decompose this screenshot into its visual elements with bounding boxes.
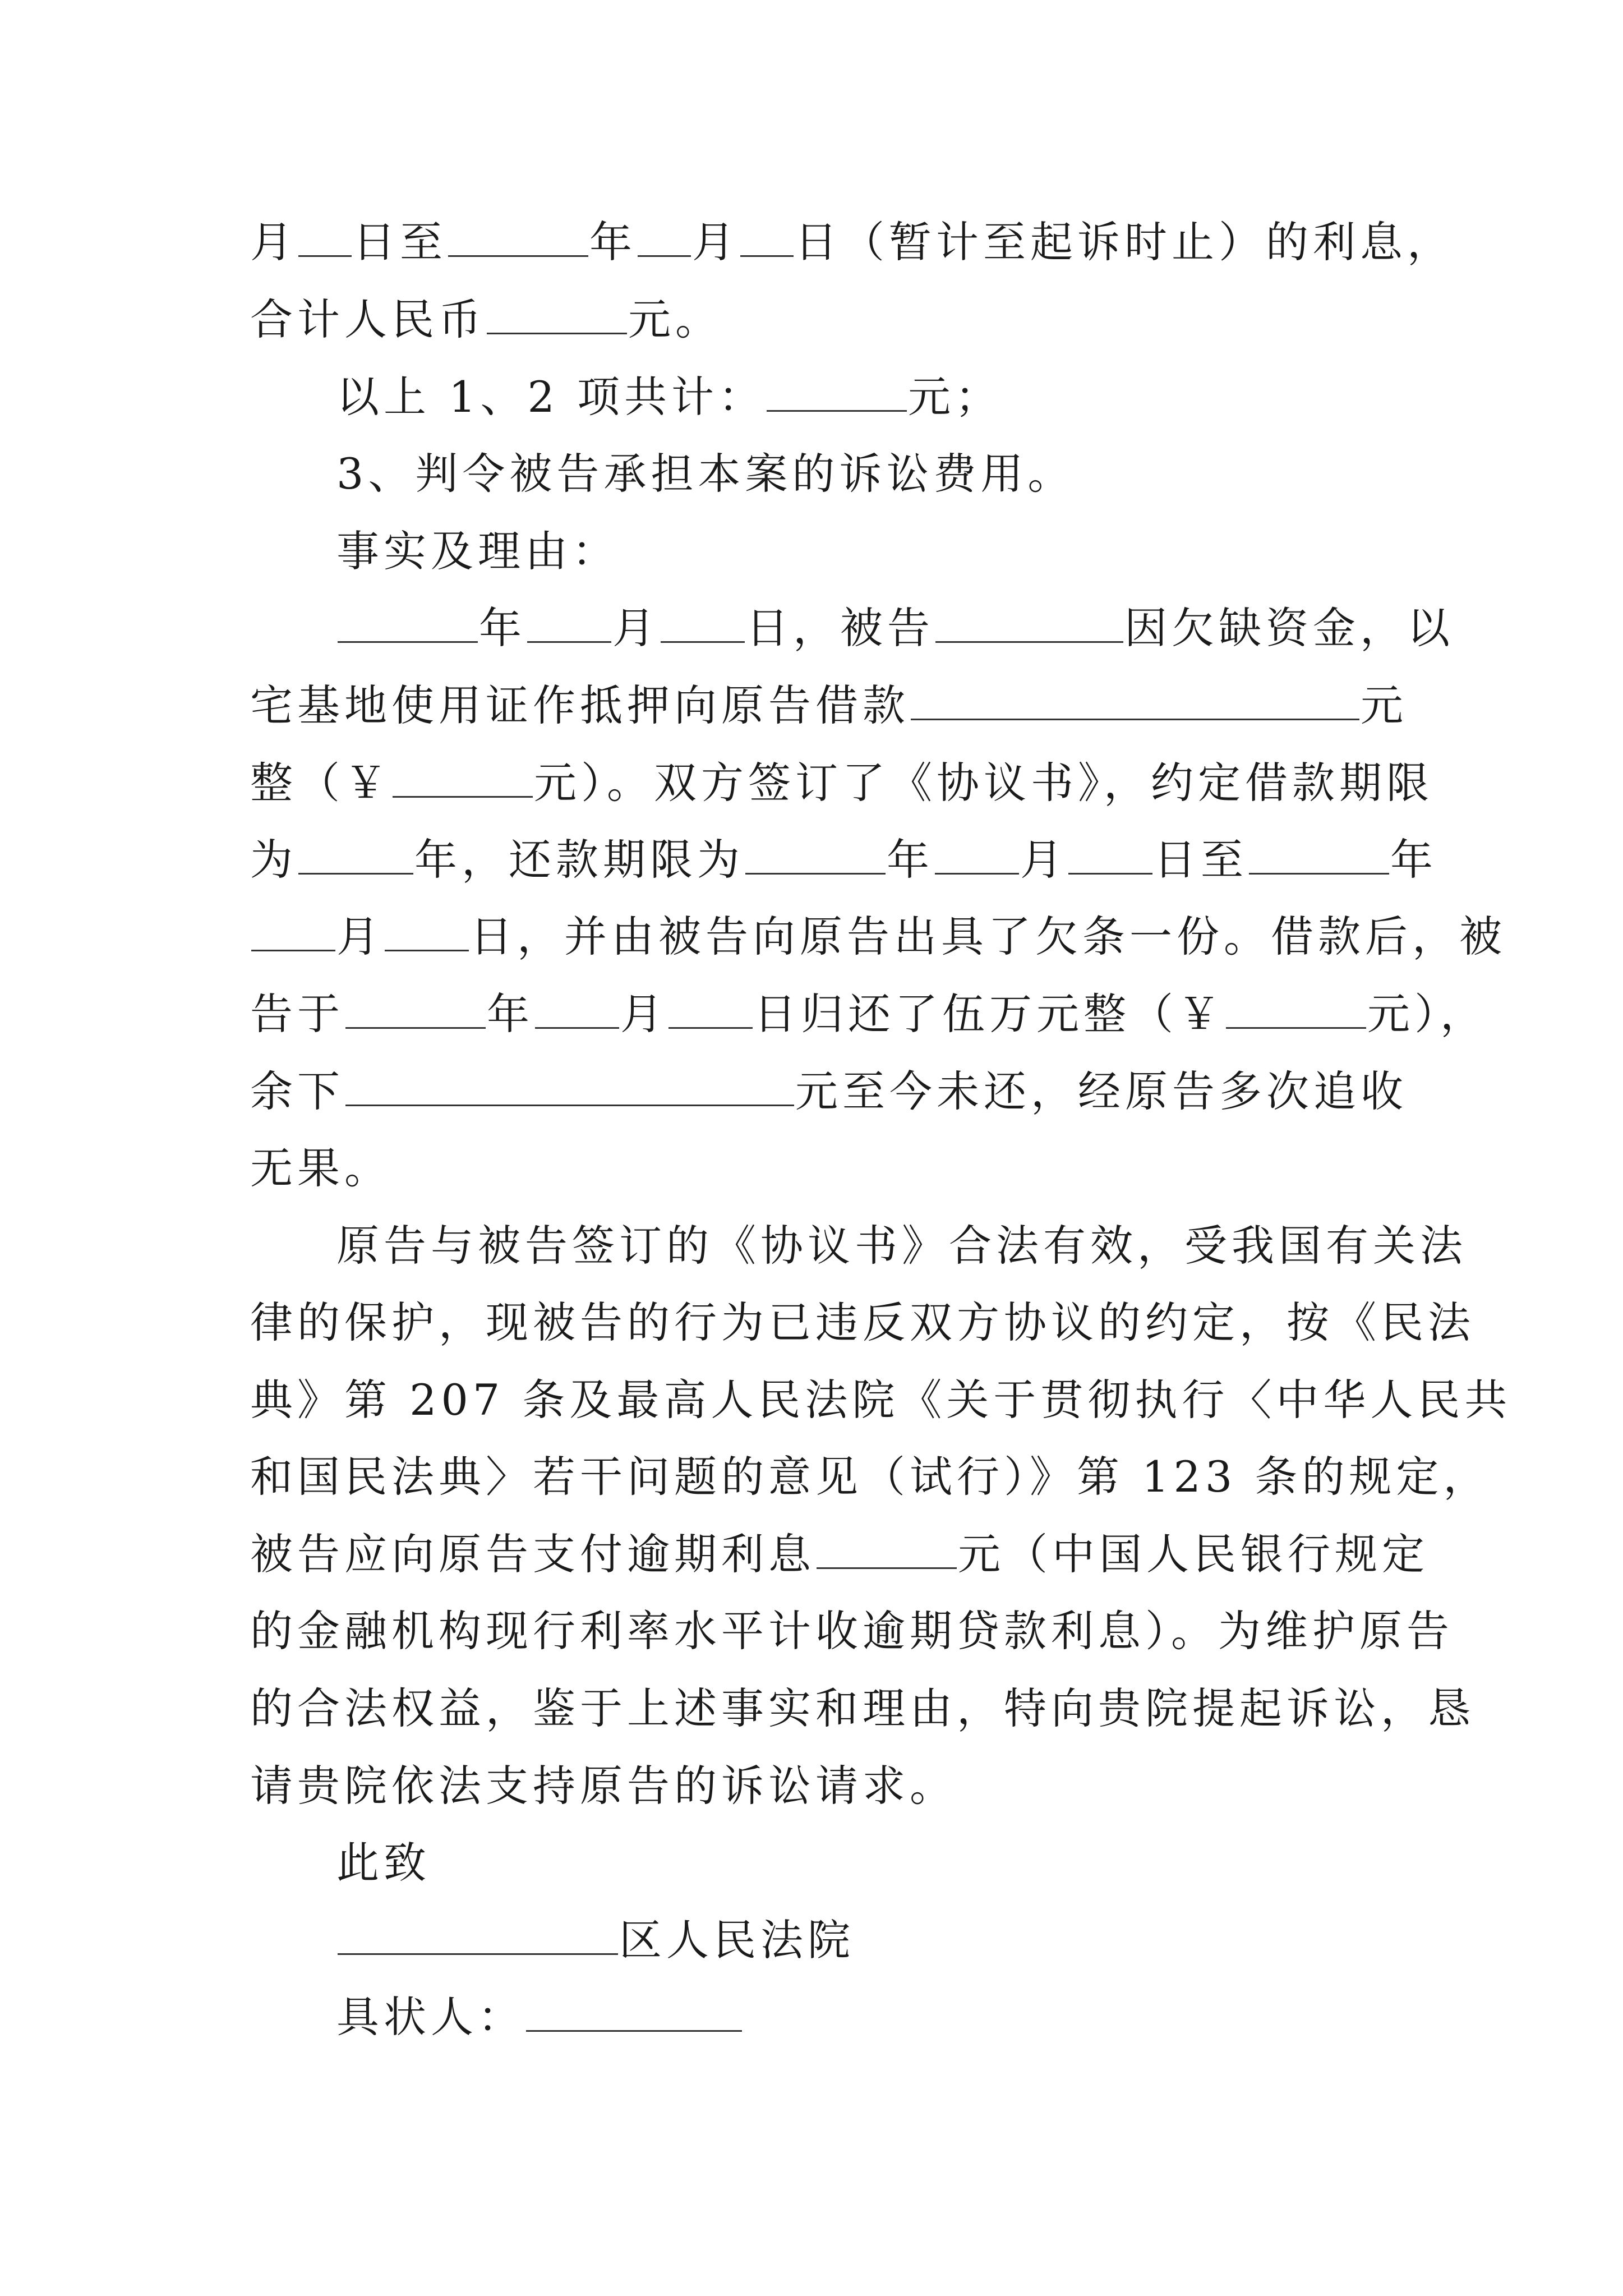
text: 日至: [353, 217, 447, 267]
text: 年: [487, 989, 534, 1039]
text: 整（￥: [250, 758, 391, 808]
blank-field[interactable]: [1068, 835, 1152, 875]
text: 元: [1361, 680, 1408, 730]
text: 年: [479, 603, 526, 653]
text-line-6: [336, 600, 1454, 656]
text-line-16: [250, 1372, 1512, 1428]
text: 宅基地使用证作抵押向原告借款: [250, 680, 910, 730]
blank-field[interactable]: [527, 603, 611, 643]
blank-field[interactable]: [661, 603, 745, 643]
text: 元）。双方签订了《协议书》，约定借款期限: [534, 758, 1433, 808]
text: 被告应向原告支付逾期利息: [250, 1529, 815, 1579]
text-line-21: [250, 1758, 1373, 1814]
text-line-12: [250, 1064, 1408, 1120]
text: 为: [250, 835, 297, 885]
section-heading: [336, 523, 1373, 579]
blank-field[interactable]: [448, 217, 588, 257]
text: 年: [1390, 835, 1437, 885]
blank-field[interactable]: [740, 217, 794, 257]
text: 合计人民币: [250, 295, 486, 344]
text: 月: [620, 989, 667, 1039]
plaintiff-signature: [336, 1989, 1373, 2045]
text-line-9: [250, 832, 1437, 888]
blank-field[interactable]: [767, 372, 907, 412]
text: 无果。: [250, 1143, 391, 1193]
text: 元），: [1367, 989, 1487, 1039]
text-line-17: [250, 1449, 1491, 1505]
text-line-15: [250, 1295, 1475, 1351]
text-line-8: [250, 755, 1433, 811]
text: 月: [250, 217, 297, 267]
blank-field[interactable]: [338, 603, 478, 643]
text: 日（暂计至起诉时止）的利息，: [795, 217, 1454, 267]
text: 请贵院依法支持原告的诉讼请求。: [250, 1761, 957, 1811]
blank-field[interactable]: [393, 758, 533, 798]
blank-field[interactable]: [817, 1529, 957, 1569]
text: 元。: [628, 295, 722, 344]
blank-field[interactable]: [298, 217, 352, 257]
text: 年: [589, 217, 637, 267]
blank-field[interactable]: [298, 835, 413, 875]
text: 元至今未还，经原告多次追收: [795, 1066, 1408, 1116]
court-addressee: [336, 1912, 1373, 1968]
text: 原告与被告签订的《协议书》合法有效，受我国有关法: [336, 1221, 1467, 1271]
blank-field[interactable]: [1226, 989, 1366, 1029]
text-line-10: [250, 909, 1506, 965]
text: 月: [1020, 835, 1067, 885]
blank-field[interactable]: [668, 989, 753, 1029]
text-line-4: [336, 446, 1373, 502]
blank-field[interactable]: [911, 680, 1359, 720]
text: 元（中国人民银行规定: [958, 1529, 1429, 1579]
blank-field[interactable]: [535, 989, 619, 1029]
text-line-13: [250, 1140, 1373, 1197]
blank-field[interactable]: [338, 1915, 618, 1955]
text: 因欠缺资金，以: [1124, 603, 1454, 653]
blank-field[interactable]: [385, 912, 469, 951]
text: 日，并由被告向原告出具了欠条一份。借款后，被: [470, 912, 1506, 961]
text-line-1: [250, 214, 1454, 270]
text: 月: [336, 912, 384, 961]
text: 的金融机构现行利率水平计收逾期贷款利息）。为维护原告: [250, 1606, 1454, 1656]
text: 具状人：: [336, 1992, 525, 2042]
text: 律的保护，现被告的行为已违反双方协议的约定，按《民法: [250, 1297, 1475, 1347]
blank-field[interactable]: [345, 1066, 794, 1106]
blank-field[interactable]: [935, 835, 1019, 875]
blank-field[interactable]: [345, 989, 486, 1029]
blank-field[interactable]: [487, 295, 627, 334]
text: 月: [692, 217, 739, 267]
text: 和国民法典〉若干问题的意见（试行）》第 123 条的规定，: [250, 1452, 1491, 1502]
text: 余下: [250, 1066, 344, 1116]
text-line-19: [250, 1603, 1454, 1659]
blank-field[interactable]: [638, 217, 691, 257]
blank-field[interactable]: [526, 1992, 742, 2032]
text-line-14: [336, 1218, 1467, 1274]
text: 3、判令被告承担本案的诉讼费用。: [336, 449, 1075, 499]
text-line-20: [250, 1681, 1475, 1737]
text: 此致: [336, 1838, 431, 1888]
text: 元；: [908, 372, 1003, 422]
blank-field[interactable]: [745, 835, 886, 875]
text: 以上 1、2 项共计：: [336, 372, 766, 422]
text: 日至: [1154, 835, 1248, 885]
text: 月: [612, 603, 660, 653]
blank-field[interactable]: [935, 603, 1123, 643]
text-line-18: [250, 1526, 1429, 1582]
text: 告于: [250, 989, 344, 1039]
text-line-3: [336, 369, 1373, 425]
text: 的合法权益，鉴于上述事实和理由，特向贵院提起诉讼，恳: [250, 1683, 1475, 1733]
text: 典》第 207 条及最高人民法院《关于贯彻执行〈中华人民共: [250, 1375, 1512, 1425]
text-line-2: [250, 292, 1373, 348]
text: 事实及理由：: [336, 526, 619, 576]
text-line-7: [250, 678, 1408, 734]
text: 日，被告: [746, 603, 934, 653]
salutation: [336, 1835, 1373, 1891]
text: 年: [887, 835, 934, 885]
blank-field[interactable]: [251, 912, 335, 951]
text: 年，还款期限为: [414, 835, 744, 885]
text-line-11: [250, 986, 1487, 1042]
blank-field[interactable]: [1249, 835, 1389, 875]
text: 日归还了伍万元整（￥: [754, 989, 1225, 1039]
text: 区人民法院: [619, 1915, 855, 1965]
